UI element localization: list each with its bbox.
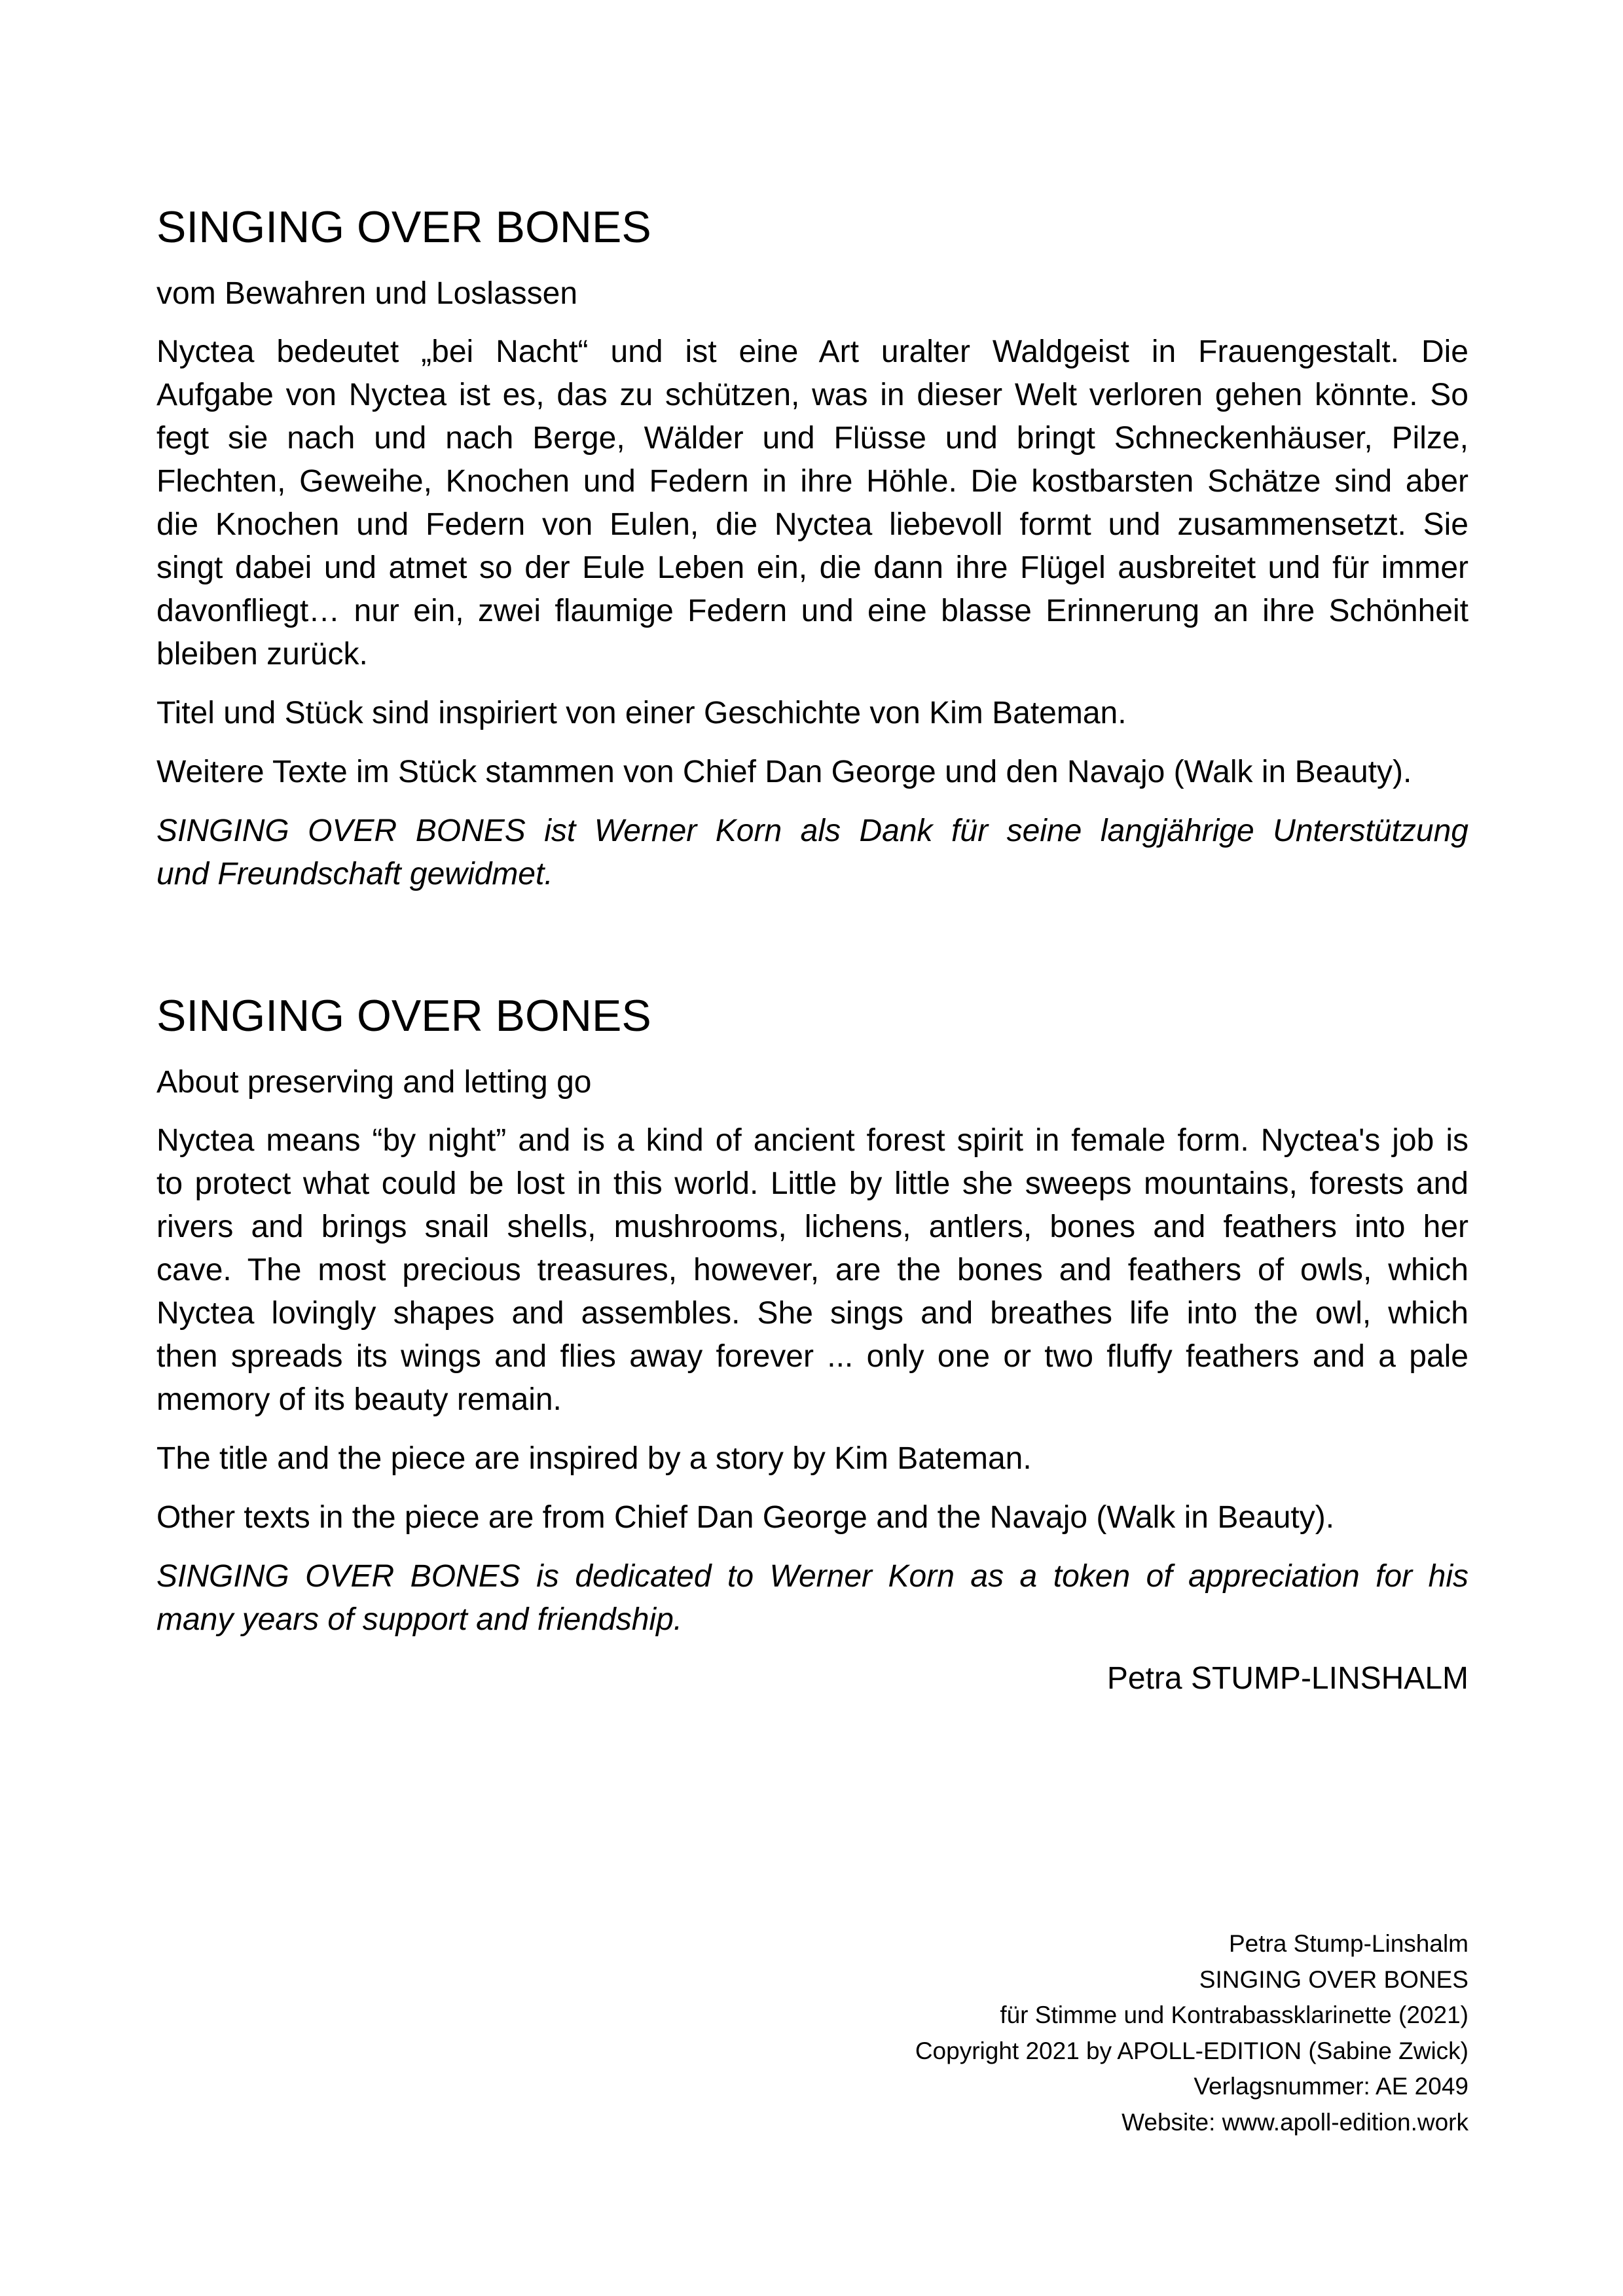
english-description-line: Nyctea means “by night” and is a kind of ancient forest spirit in female form. Nyctea's job is <box>156 1123 1468 1158</box>
german-section <box>156 201 1468 896</box>
german-subtitle: vom Bewahren und Loslassen <box>156 276 578 311</box>
english-subtitle: About preserving and letting go <box>156 1065 592 1100</box>
german-description <box>156 331 1468 676</box>
german-inspiration-text: Titel und Stück sind inspiriert von einer Geschichte von Kim Bateman. <box>156 696 1127 730</box>
german-dedication-line: und Freundschaft gewidmet. <box>156 857 553 891</box>
german-inspiration <box>156 692 1468 735</box>
imprint-composer: Petra Stump-Linshalm <box>1228 1930 1468 1957</box>
german-description-line: die Knochen und Federn von Eulen, die Nyctea liebevoll formt und zusammensetzt. Sie <box>156 507 1468 542</box>
german-dedication <box>156 810 1468 896</box>
imprint-copyright: Copyright 2021 by APOLL-EDITION (Sabine Zwick) <box>915 2037 1468 2064</box>
imprint-website: Website: www.apoll-edition.work <box>1122 2108 1468 2136</box>
german-title: SINGING OVER BONES <box>156 202 651 252</box>
english-inspiration <box>156 1437 1468 1480</box>
english-dedication <box>156 1555 1468 1641</box>
publisher-imprint <box>915 1926 1468 2140</box>
english-description-line: rivers and brings snail shells, mushrooms, lichens, antlers, bones and feathers into her <box>156 1210 1468 1244</box>
english-dedication-line: many years of support and friendship. <box>156 1602 683 1637</box>
german-description-line: Flechten, Geweihe, Knochen und Federn in ihre Höhle. Die kostbarsten Schätze sind aber <box>156 464 1468 499</box>
german-description-line: Nyctea bedeutet „bei Nacht“ und ist eine Art uralter Waldgeist in Frauengestalt. Die <box>156 334 1468 369</box>
german-description-line: davonfliegt… nur ein, zwei flaumige Federn und eine blasse Erinnerung an ihre Schönheit <box>156 594 1468 628</box>
german-other-texts <box>156 751 1468 794</box>
english-description-line: then spreads its wings and flies away forever ... only one or two fluffy feathers and a pale <box>156 1339 1468 1374</box>
english-dedication-line: SINGING OVER BONES is dedicated to Werner Korn as a token of appreciation for his <box>156 1559 1468 1594</box>
german-description-line: Aufgabe von Nyctea ist es, das zu schützen, was in dieser Welt verloren gehen könnte. So <box>156 378 1468 412</box>
german-description-line: fegt sie nach und nach Berge, Wälder und Flüsse und bringt Schneckenhäuser, Pilze, <box>156 421 1468 456</box>
signature: Petra STUMP-LINSHALM <box>1106 1661 1468 1696</box>
german-description-line: singt dabei und atmet so der Eule Leben ein, die dann ihre Flügel ausbreitet und für immer <box>156 550 1468 585</box>
english-other-texts-text: Other texts in the piece are from Chief Dan George and the Navajo (Walk in Beauty). <box>156 1500 1335 1535</box>
english-other-texts <box>156 1496 1468 1539</box>
english-title: SINGING OVER BONES <box>156 991 651 1041</box>
english-description-line: cave. The most precious treasures, however, are the bones and feathers of owls, which <box>156 1253 1468 1287</box>
imprint-catalog-number: Verlagsnummer: AE 2049 <box>1194 2073 1468 2100</box>
imprint-work-title: SINGING OVER BONES <box>1199 1965 1468 1993</box>
german-dedication-line: SINGING OVER BONES ist Werner Korn als Dank für seine langjährige Unterstützung <box>156 814 1468 848</box>
imprint-instrumentation: für Stimme und Kontrabassklarinette (2021) <box>1000 2001 1468 2028</box>
english-section <box>156 990 1468 1641</box>
english-inspiration-text: The title and the piece are inspired by a story by Kim Bateman. <box>156 1441 1032 1476</box>
english-description-line: memory of its beauty remain. <box>156 1382 562 1417</box>
german-other-texts-text: Weitere Texte im Stück stammen von Chief Dan George und den Navajo (Walk in Beauty). <box>156 755 1412 789</box>
english-description <box>156 1119 1468 1422</box>
german-description-line: bleiben zurück. <box>156 637 368 672</box>
english-description-line: Nyctea lovingly shapes and assembles. She sings and breathes life into the owl, which <box>156 1296 1468 1331</box>
english-description-line: to protect what could be lost in this world. Little by little she sweeps mountains, forests and <box>156 1166 1468 1201</box>
